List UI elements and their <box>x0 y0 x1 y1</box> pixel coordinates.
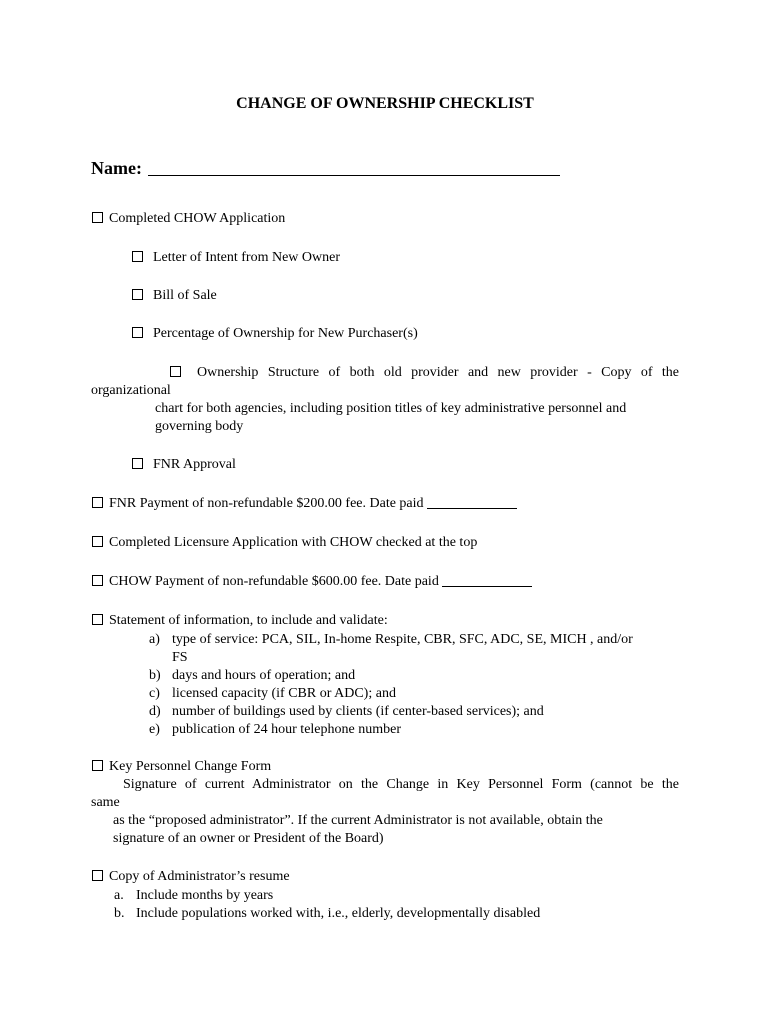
item-fnr-payment <box>92 496 517 512</box>
checkbox[interactable] <box>92 614 103 625</box>
item-bill-of-sale <box>132 288 217 304</box>
item-label: Key Personnel Change Form <box>109 759 272 774</box>
ownership-structure-line4: governing body <box>155 419 244 434</box>
ownership-structure-line1: Ownership Structure of both old provider and new provider - Copy of the <box>197 365 679 380</box>
resume-subitem-marker: b. <box>114 906 125 921</box>
ownership-structure-checkbox-wrap <box>170 365 187 381</box>
statement-subitem-text: number of buildings used by clients (if center-based services); and <box>172 704 544 719</box>
item-label: Statement of information, to include and validate: <box>109 613 388 628</box>
item-label: Completed CHOW Application <box>109 211 286 226</box>
resume-subitem-text: Include months by years <box>136 888 274 903</box>
statement-subitem-marker: e) <box>149 722 160 737</box>
key-personnel-line4: signature of an owner or President of the Board) <box>113 831 384 846</box>
name-field[interactable] <box>148 157 560 176</box>
checkbox[interactable] <box>92 575 103 586</box>
item-key-personnel-form <box>92 759 271 775</box>
item-label: Letter of Intent from New Owner <box>153 250 340 265</box>
checkbox[interactable] <box>92 497 103 508</box>
checkbox[interactable] <box>170 366 181 377</box>
resume-subitem-text: Include populations worked with, i.e., elderly, developmentally disabled <box>136 906 541 921</box>
item-label: Completed Licensure Application with CHOW checked at the top <box>109 535 478 550</box>
statement-subitem-marker: b) <box>149 668 161 683</box>
key-personnel-line1: Signature of current Administrator on the Change in Key Personnel Form (cannot be the <box>123 777 679 792</box>
name-label: Name: <box>91 158 142 178</box>
item-letter-of-intent <box>132 250 340 266</box>
item-label: CHOW Payment of non-refundable $600.00 fee. Date paid <box>109 574 439 589</box>
checkbox[interactable] <box>132 327 143 338</box>
item-percentage-ownership <box>132 326 418 342</box>
item-label: Percentage of Ownership for New Purchaser(s) <box>153 326 418 341</box>
name-row <box>91 157 560 179</box>
item-licensure-application <box>92 535 477 551</box>
checkbox[interactable] <box>92 212 103 223</box>
ownership-structure-line3: chart for both agencies, including position titles of key administrative personnel and <box>155 401 627 416</box>
statement-subitem-marker: c) <box>149 686 160 701</box>
statement-subitem-marker: d) <box>149 704 161 719</box>
item-statement-of-information <box>92 613 388 629</box>
item-fnr-approval <box>132 457 236 473</box>
item-administrator-resume <box>92 869 290 885</box>
item-chow-payment <box>92 574 532 590</box>
checkbox[interactable] <box>92 870 103 881</box>
fnr-date-paid-field[interactable] <box>427 496 517 509</box>
chow-date-paid-field[interactable] <box>442 574 532 587</box>
item-label: Copy of Administrator’s resume <box>109 869 290 884</box>
statement-subitem-text: licensed capacity (if CBR or ADC); and <box>172 686 396 701</box>
item-label: FNR Approval <box>153 457 236 472</box>
checkbox[interactable] <box>132 251 143 262</box>
key-personnel-line3: as the “proposed administrator”. If the current Administrator is not available, obtain the <box>113 813 603 828</box>
checkbox[interactable] <box>92 536 103 547</box>
statement-subitem-text: publication of 24 hour telephone number <box>172 722 401 737</box>
checkbox[interactable] <box>132 289 143 300</box>
checkbox[interactable] <box>132 458 143 469</box>
page-title: CHANGE OF OWNERSHIP CHECKLIST <box>236 95 534 112</box>
ownership-structure-line2: organizational <box>91 383 171 398</box>
key-personnel-line2: same <box>91 795 120 810</box>
resume-subitem-marker: a. <box>114 888 124 903</box>
statement-subitem-text: type of service: PCA, SIL, In-home Respite, CBR, SFC, ADC, SE, MICH , and/or <box>172 632 633 647</box>
statement-subitem-marker: a) <box>149 632 160 647</box>
checkbox[interactable] <box>92 760 103 771</box>
statement-subitem-text: days and hours of operation; and <box>172 668 356 683</box>
item-label: FNR Payment of non-refundable $200.00 fee. Date paid <box>109 496 424 511</box>
item-label: Bill of Sale <box>153 288 217 303</box>
statement-subitem-cont: FS <box>172 650 188 665</box>
item-chow-application <box>92 211 285 227</box>
